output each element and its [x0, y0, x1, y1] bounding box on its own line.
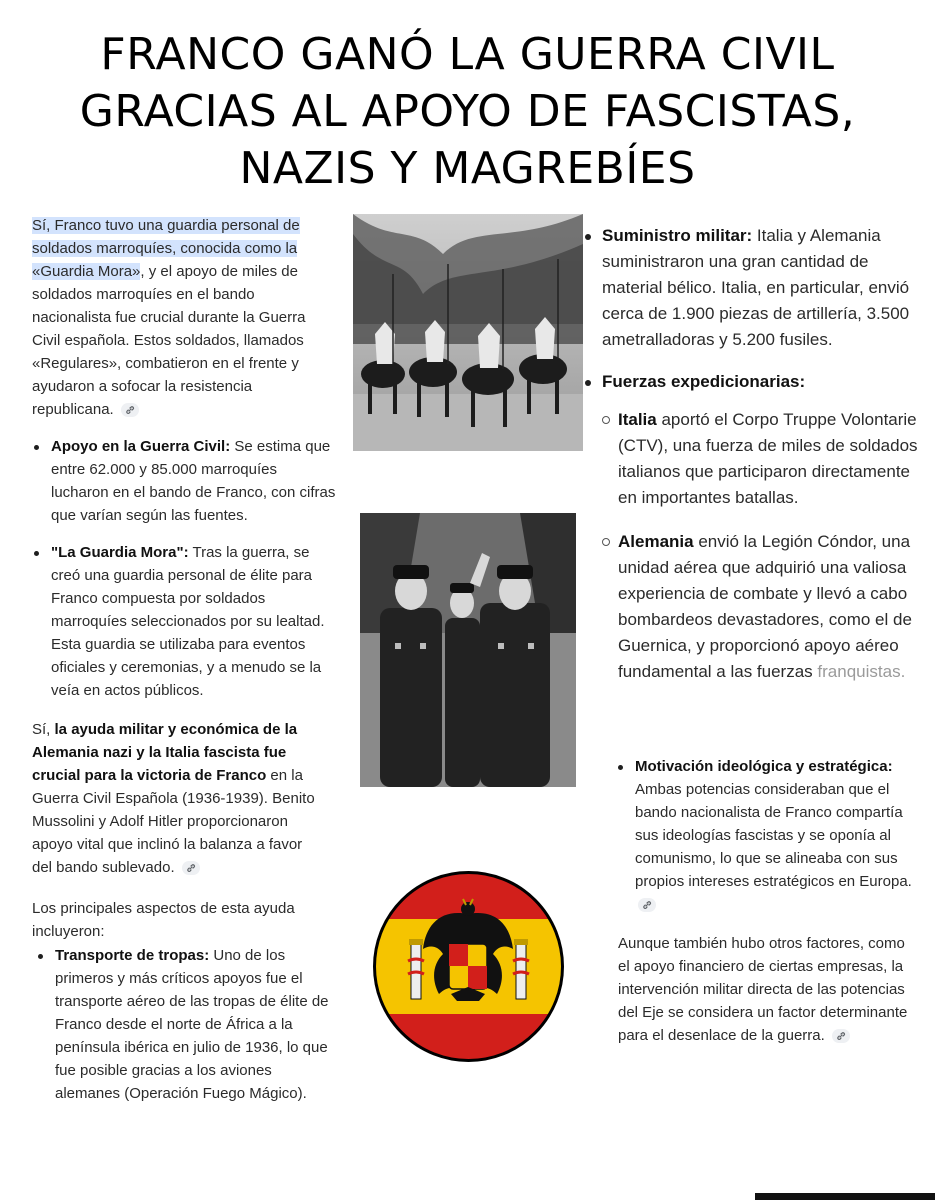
cavalry-photo: [353, 214, 583, 451]
right-bullets: [602, 223, 920, 395]
para2-rest: en la Guerra Civil Española (1936-1939). Benito Mussolini y Adolf Hitler proporcionaron apoyo vital que inclinó la balanza a favor del bando sublevado.: [32, 767, 315, 876]
list-item: [602, 369, 920, 395]
left-paragraph-2: [32, 718, 322, 943]
sub-head: Italia: [618, 410, 657, 429]
sub-text: envió la Legión Cóndor, una unidad aérea que adquirió una valiosa experiencia de combate y llevó a cabo bombardeos devastadores, como el de Guernica, y proporcionó apoyo aéreo fundamental a las fuerzas: [618, 532, 912, 681]
list-item: [602, 223, 920, 353]
sub-text-faded: franquistas.: [817, 662, 906, 681]
intro-rest: , y el apoyo de miles de soldados marroquíes en el bando nacionalista fue crucial durante la Guerra Civil española. Estos soldados, llamados «Regulares», combatieron en el frente y ayudaron a sofocar la resistencia republicana.: [32, 263, 306, 418]
intro-paragraph: [32, 214, 337, 421]
bullet-head: Fuerzas expedicionarias:: [602, 372, 806, 391]
link-icon[interactable]: [121, 403, 139, 417]
bullet-text: Ambas potencias consideraban que el bando nacionalista de Franco compartía sus ideologías fascistas y se oponía al comunismo, lo que se alineaba con sus propios intereses estratégicos en Europa.: [635, 781, 912, 890]
left-bullets: [51, 435, 336, 702]
title-line-1: FRANCO GANÓ LA GUERRA CIVIL: [100, 29, 835, 80]
list-item: [618, 407, 918, 511]
franco-hitler-photo: [360, 513, 576, 787]
list-item: [51, 541, 336, 702]
left-bullets-2: [55, 944, 330, 1105]
list-item: [618, 529, 918, 685]
sub-head: Alemania: [618, 532, 694, 551]
bullet-head: Suministro militar:: [602, 226, 753, 245]
bullet-head: "La Guardia Mora":: [51, 544, 189, 561]
para3: Los principales aspectos de esta ayuda incluyeron:: [32, 900, 295, 940]
para2-pre: Sí,: [32, 721, 55, 738]
right-bullets-2: [635, 755, 920, 916]
list-item: [51, 435, 336, 527]
para2-bold: la ayuda militar y económica de la Alemania nazi y la Italia fascista fue crucial para la victoria de Franco: [32, 721, 298, 784]
closing-paragraph: [618, 932, 920, 1047]
title-line-2: GRACIAS AL APOYO DE FASCISTAS,: [79, 86, 856, 137]
bullet-text: Se estima que entre 62.000 y 85.000 marroquíes lucharon en el bando de Franco, con cifras que varían según las fuentes.: [51, 438, 336, 524]
bullet-text: Tras la guerra, se creó una guardia personal de élite para Franco compuesta por soldados marroquíes seleccionados por su lealtad. Esta guardia se utilizaba para eventos oficiales y ceremonias, y a menudo se la veía en actos públicos.: [51, 544, 325, 699]
list-item: [55, 944, 330, 1105]
link-icon[interactable]: [638, 898, 656, 912]
bullet-text: Uno de los primeros y más críticos apoyos fue el transporte aéreo de las tropas de élite de Franco desde el norte de África a la península ibérica en julio de 1936, lo que fue posible gracias a los aviones alemanes (Operación Fuego Mágico).: [55, 947, 329, 1102]
left-column: [32, 214, 337, 421]
bullet-head: Motivación ideológica y estratégica:: [635, 758, 893, 775]
corner-bar: [755, 1193, 935, 1200]
bullet-head: Transporte de tropas:: [55, 947, 210, 964]
right-subbullets: [618, 407, 918, 685]
spanish-coat-of-arms: [371, 869, 566, 1064]
bullet-text: Italia y Alemania suministraron una gran cantidad de material bélico. Italia, en particular, envió cerca de 1.900 piezas de artillería, 3.500 ametralladoras y 5.200 fusiles.: [602, 226, 910, 349]
sub-text: aportó el Corpo Truppe Volontarie (CTV), una fuerza de miles de soldados italianos que participaron directamente en importantes batallas.: [618, 410, 918, 507]
bullet-head: Apoyo en la Guerra Civil:: [51, 438, 231, 455]
list-item: [635, 755, 920, 916]
link-icon[interactable]: [182, 861, 200, 875]
page-title: [20, 26, 915, 197]
closing-text: Aunque también hubo otros factores, como el apoyo financiero de ciertas empresas, la intervención militar directa de las potencias del Eje se considera un factor determinante para el desenlace de la guerra.: [618, 935, 908, 1044]
link-icon[interactable]: [832, 1029, 850, 1043]
title-line-3: NAZIS Y MAGREBÍES: [239, 143, 696, 194]
intro-highlight: Sí, Franco tuvo una guardia personal de soldados marroquíes, conocida como la «Guardia Mora»: [32, 217, 300, 280]
